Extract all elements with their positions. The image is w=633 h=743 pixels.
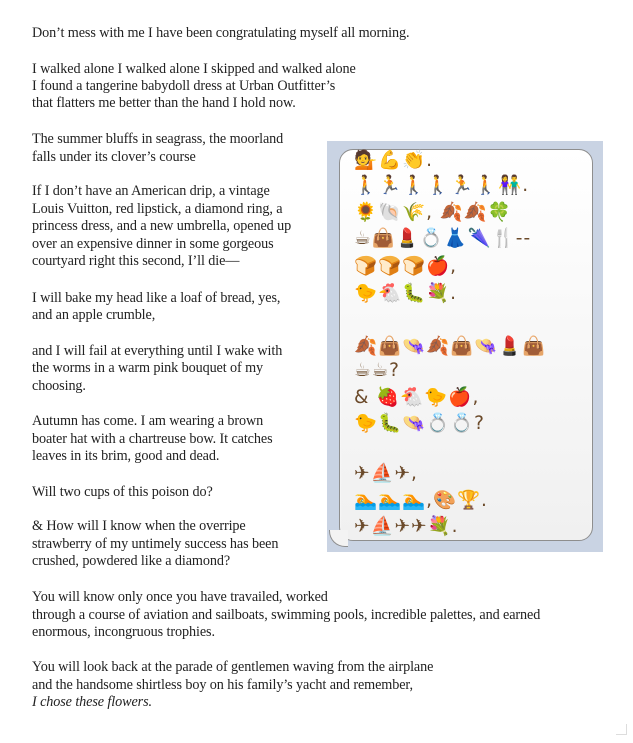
emoji-row: ☕☕? — [354, 360, 400, 381]
poem-line: I will bake my head like a loaf of bread, yes, — [32, 290, 281, 306]
poem-line: choosing. — [32, 378, 86, 394]
poem-line: Will two cups of this poison do? — [32, 484, 213, 500]
poem-line: and an apple crumble, — [32, 307, 156, 323]
poem-line: that flatters me better than the hand I hold now. — [32, 95, 296, 111]
poem-line: Don’t mess with me I have been congratulating myself all morning. — [32, 25, 410, 41]
poem-line: falls under its clover’s course — [32, 149, 196, 165]
emoji-row: ✈⛵✈✈💐. — [354, 516, 459, 537]
bubble-tail — [329, 530, 348, 547]
emoji-row: 🌻🐚🌾, 🍂🍂🍀 — [354, 202, 512, 223]
poem-line: and I will fail at everything until I wake with — [32, 343, 283, 359]
emoji-row: ☕👜💄💍👗🌂🍴-- — [354, 228, 532, 249]
poem-line: Autumn has come. I am wearing a brown — [32, 413, 264, 429]
poem-line: I walked alone I walked alone I skipped and walked alone — [32, 61, 356, 77]
poem-line: If I don’t have an American drip, a vintage — [32, 183, 270, 199]
poem-line: crushed, powdered like a diamond? — [32, 553, 231, 569]
emoji-row: 💁💪👏. — [354, 150, 433, 171]
poem-line: You will look back at the parade of gentlemen waving from the airplane — [32, 659, 434, 675]
emoji-message-screenshot — [327, 141, 603, 552]
poem-line: boater hat with a chartreuse bow. It catches — [32, 431, 273, 447]
poem-line: Louis Vuitton, red lipstick, a diamond ring, a — [32, 201, 283, 217]
emoji-row: 🐤🐔🐛💐. — [354, 283, 458, 304]
poem-line: strawberry of my untimely success has been — [32, 536, 279, 552]
poem-line: You will know only once you have travailed, worked — [32, 589, 328, 605]
poem-line: the worms in a warm pink bouquet of my — [32, 360, 264, 376]
poem-line: I found a tangerine babydoll dress at Urban Outfitter’s — [32, 78, 336, 94]
emoji-row: 🏊🏊🏊,🎨🏆. — [354, 490, 488, 511]
emoji-row: 🐤🐛👒💍💍? — [354, 413, 485, 434]
poem-line: The summer bluffs in seagrass, the moorland — [32, 131, 284, 147]
poem-line: and the handsome shirtless boy on his family’s yacht and remember, — [32, 677, 413, 693]
emoji-row: 🍞🍞🍞🍎, — [354, 256, 458, 277]
emoji-row: 🍂👜👒🍂👜👒💄👜 — [354, 336, 547, 357]
emoji-row: ✈⛵✈, — [354, 463, 418, 484]
poem-line: through a course of aviation and sailboats, swimming pools, incredible palettes, and earned — [32, 607, 541, 623]
poem-line: leaves in its brim, good and dead. — [32, 448, 220, 464]
poem-line: courtyard right this second, I’ll die— — [32, 253, 240, 269]
poem-line: enormous, incongruous trophies. — [32, 624, 215, 640]
emoji-row: & 🍓🐔🐤🍎, — [354, 387, 480, 408]
page-corner-mark — [616, 724, 627, 735]
poem-line: princess dress, and a new umbrella, opened up — [32, 218, 292, 234]
poem-line-italic: I chose these flowers. — [32, 694, 152, 710]
emoji-row: 🚶🏃🚶🚶🏃🚶👫. — [354, 175, 530, 196]
poem-line: & How will I know when the overripe — [32, 518, 246, 534]
poem-line: over an expensive dinner in some gorgeous — [32, 236, 274, 252]
